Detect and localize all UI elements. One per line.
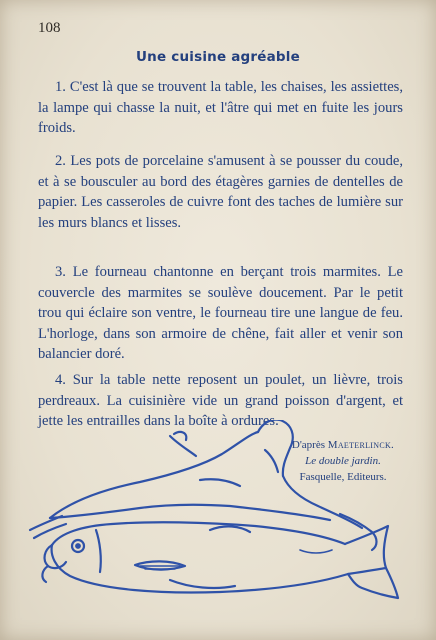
fish-drawing (42, 522, 398, 598)
publisher: Fasquelle, Editeurs. (299, 471, 387, 483)
page-title: Une cuisine agréable (136, 49, 300, 65)
hare-drawing (30, 420, 377, 550)
book-title: Le double jardin. (305, 455, 381, 467)
paragraph-number: 1. (55, 79, 66, 95)
paragraph-text: Sur la table nette reposent un poulet, un lièvre, trois perdreaux. La cuisinière vide un grand poisson d'argent, et jette les entrailles dans la boîte à ordures. (38, 372, 403, 429)
paragraph-text: Le fourneau chantonne en berçant trois marmites. Le couvercle des marmites se soulève doucement. Par le petit trou qui éclaire son ventre, le fourneau tire une langue de feu. L'horloge, dans son armoire de chêne, fait aller et venir son balancier doré. (38, 264, 403, 362)
author-name: Maeterlinck. (327, 439, 395, 451)
paragraph-number: 3. (55, 264, 66, 280)
attribution-prefix: D'après (291, 439, 326, 451)
paragraph-number: 4. (55, 372, 66, 388)
paragraph-2 (38, 151, 403, 233)
paragraph-3 (38, 262, 403, 365)
paragraph-text: C'est là que se trouvent la table, les chaises, les assiettes, la lampe qui chasse la nuit, et l'âtre qui met en fuite les jours froids. (38, 79, 403, 136)
paragraph-number: 2. (55, 153, 66, 169)
fish-and-hare-illustration (0, 420, 436, 620)
paragraph-1 (38, 77, 403, 139)
paragraph-text: Les pots de porcelaine s'amusent à se pousser du coude, et à se bousculer au bord des étagères garnies de dentelles de papier. Les casseroles de cuivre font des taches de lumière sur les murs blancs et lisses. (38, 153, 403, 231)
page-number: 108 (38, 20, 61, 36)
